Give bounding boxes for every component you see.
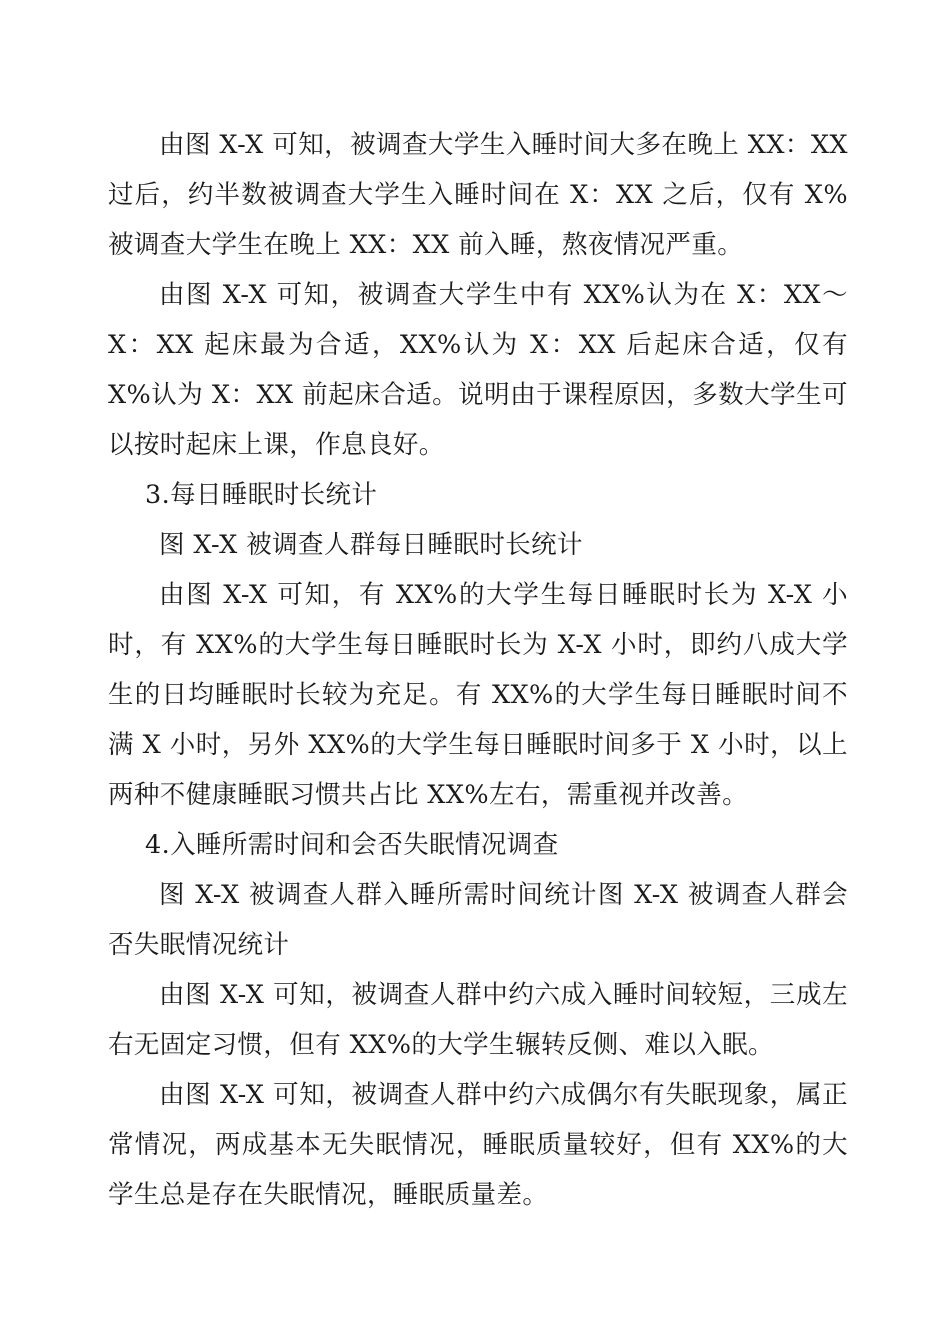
paragraph-falling-asleep-analysis: 由图 X-X 可知，被调查人群中约六成入睡时间较短，三成左右无固定习惯，但有 XX%的大学生辗转反侧、难以入眠。: [108, 980, 848, 1060]
figure-caption-falling-asleep-insomnia: 图 X-X 被调查人群入睡所需时间统计图 X-X 被调查人群会否失眠情况统计: [108, 880, 848, 960]
figure-caption-sleep-duration: 图 X-X 被调查人群每日睡眠时长统计: [159, 530, 583, 560]
heading-falling-asleep-insomnia: 4.入睡所需时间和会否失眠情况调查: [144, 830, 559, 860]
paragraph-insomnia-analysis: 由图 X-X 可知，被调查人群中约六成偶尔有失眠现象，属正常情况，两成基本无失眠情况，睡眠质量较好，但有 XX%的大学生总是存在失眠情况，睡眠质量差。: [108, 1080, 848, 1210]
paragraph-bedtime-analysis: 由图 X-X 可知，被调查大学生入睡时间大多在晚上 XX：XX 过后，约半数被调查大学生入睡时间在 X：XX 之后，仅有 X%被调查大学生在晚上 XX：XX 前入睡，熬夜情况严重。: [108, 130, 848, 260]
paragraph-wakeup-analysis: 由图 X-X 可知，被调查大学生中有 XX%认为在 X：XX～X：XX 起床最为合适，XX%认为 X：XX 后起床合适，仅有 X%认为 X：XX 前起床合适。说明由于课程原因，多数大学生可以按时起床上课，作息良好。: [108, 280, 848, 460]
document-body: [108, 120, 848, 1220]
heading-sleep-duration: 3.每日睡眠时长统计: [144, 480, 378, 510]
paragraph-sleep-duration-analysis: 由图 X-X 可知，有 XX%的大学生每日睡眠时长为 X-X 小时，有 XX%的大学生每日睡眠时长为 X-X 小时，即约八成大学生的日均睡眠时长较为充足。有 XX%的大学生每日睡眠时间不满 X 小时，另外 XX%的大学生每日睡眠时间多于 X 小时，以上两种不健康睡眠习惯共占比 XX%左右，需重视并改善。: [108, 580, 848, 810]
